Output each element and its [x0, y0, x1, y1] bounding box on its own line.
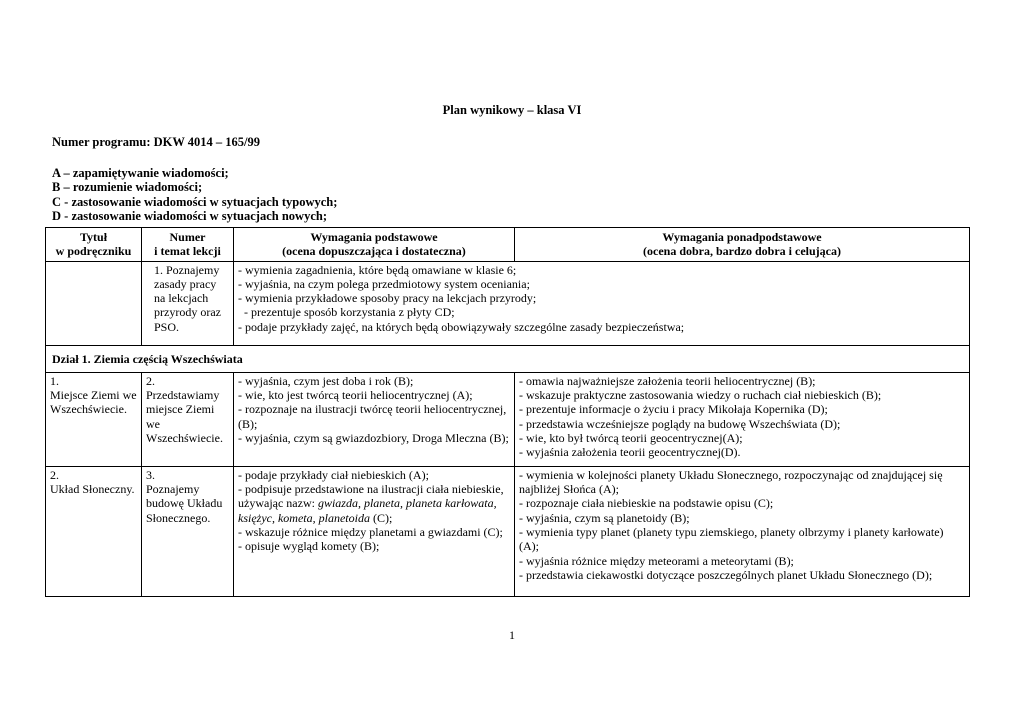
page-number: 1: [509, 628, 515, 642]
requirements-table: [45, 227, 970, 597]
cell-basic: - wyjaśnia, czym jest doba i rok (B); - wie, kto jest twórcą teorii heliocentrycznej (A); - rozpoznaje na ilustracji twórcę teorii heliocentrycznej, (B); - wyjaśnia, czym są gwiazdozbiory, Droga Mleczna (B);: [234, 372, 515, 466]
table-row: [46, 466, 970, 596]
page-title: Plan wynikowy – klasa VI: [442, 103, 582, 117]
header-advanced-col: Wymagania ponadpodstawowe (ocena dobra, bardzo dobra i celująca): [515, 228, 970, 262]
cell-advanced: - wymienia w kolejności planety Układu Słonecznego, rozpoczynając od znajdującej się najbliżej Słońca (A); - rozpoznaje ciała niebieskie na podstawie opisu (C); - wyjaśnia, czym są planetoidy (B); - wymienia typy planet (planety typu ziemskiego, planety olbrzymy i planety karłowate) (A); - wyjaśnia różnice między meteorami a meteorytami (B); - przedstawia ciekawostki dotyczące poszczególnych planet Układu Słonecznego (D);: [515, 466, 970, 596]
legend-item: B – rozumienie wiadomości;: [52, 180, 203, 195]
legend: [52, 166, 337, 224]
cell-lesson: 2. Przedstawiamy miejsce Ziemi we Wszechświecie.: [142, 372, 234, 466]
cell-empty: [46, 261, 142, 345]
program-number: Numer programu: DKW 4014 – 165/99: [52, 135, 260, 149]
legend-item: D - zastosowanie wiadomości w sytuacjach nowych;: [52, 209, 327, 224]
header-lesson-col: Numer i temat lekcji: [142, 228, 234, 262]
cell-lesson: 3. Poznajemy budowę Układu Słonecznego.: [142, 466, 234, 596]
cell-basic: - podaje przykłady ciał niebieskich (A); - podpisuje przedstawione na ilustracji ciała niebieskie, używając nazw: gwiazda, planeta, planeta karłowata, księżyc, kometa, planetoida (C); - wskazuje różnice między planetami a gwiazdami (C); - opisuje wygląd komety (B);: [234, 466, 515, 596]
header-title-col: Tytuł w podręczniku: [46, 228, 142, 262]
table-header-row: [46, 228, 970, 262]
header-basic-col: Wymagania podstawowe (ocena dopuszczająca i dostateczna): [234, 228, 515, 262]
cell-advanced: - omawia najważniejsze założenia teorii heliocentrycznej (B); - wskazuje praktyczne zastosowania wiedzy o ruchach ciał niebieskich (B); - prezentuje informacje o życiu i pracy Mikołaja Kopernika (D); - przedstawia wcześniejsze poglądy na budowę Wszechświata (D); - wie, kto był twórcą teorii geocentrycznej(A); - wyjaśnia założenia teorii geocentrycznej(D).: [515, 372, 970, 466]
cell-requirements: - wymienia zagadnienia, które będą omawiane w klasie 6; - wyjaśnia, na czym polega przedmiotowy system oceniania; - wymienia przykładowe sposoby pracy na lekcjach przyrody; - prezentuje sposób korzystania z płyty CD; - podaje przykłady zajęć, na których będą obowiązywały szczególne zasady bezpieczeństwa;: [234, 261, 970, 345]
cell-title: 1. Miejsce Ziemi we Wszechświecie.: [46, 372, 142, 466]
table-row: [46, 372, 970, 466]
cell-lesson: 1. Poznajemy zasady pracy na lekcjach przyrody oraz PSO.: [142, 261, 234, 345]
table-row: [46, 261, 970, 345]
section-row: [46, 345, 970, 372]
cell-title: 2. Układ Słoneczny.: [46, 466, 142, 596]
legend-item: C - zastosowanie wiadomości w sytuacjach typowych;: [52, 194, 338, 209]
section-title: Dział 1. Ziemia częścią Wszechświata: [46, 345, 970, 372]
legend-item: A – zapamiętywanie wiadomości;: [52, 166, 229, 180]
